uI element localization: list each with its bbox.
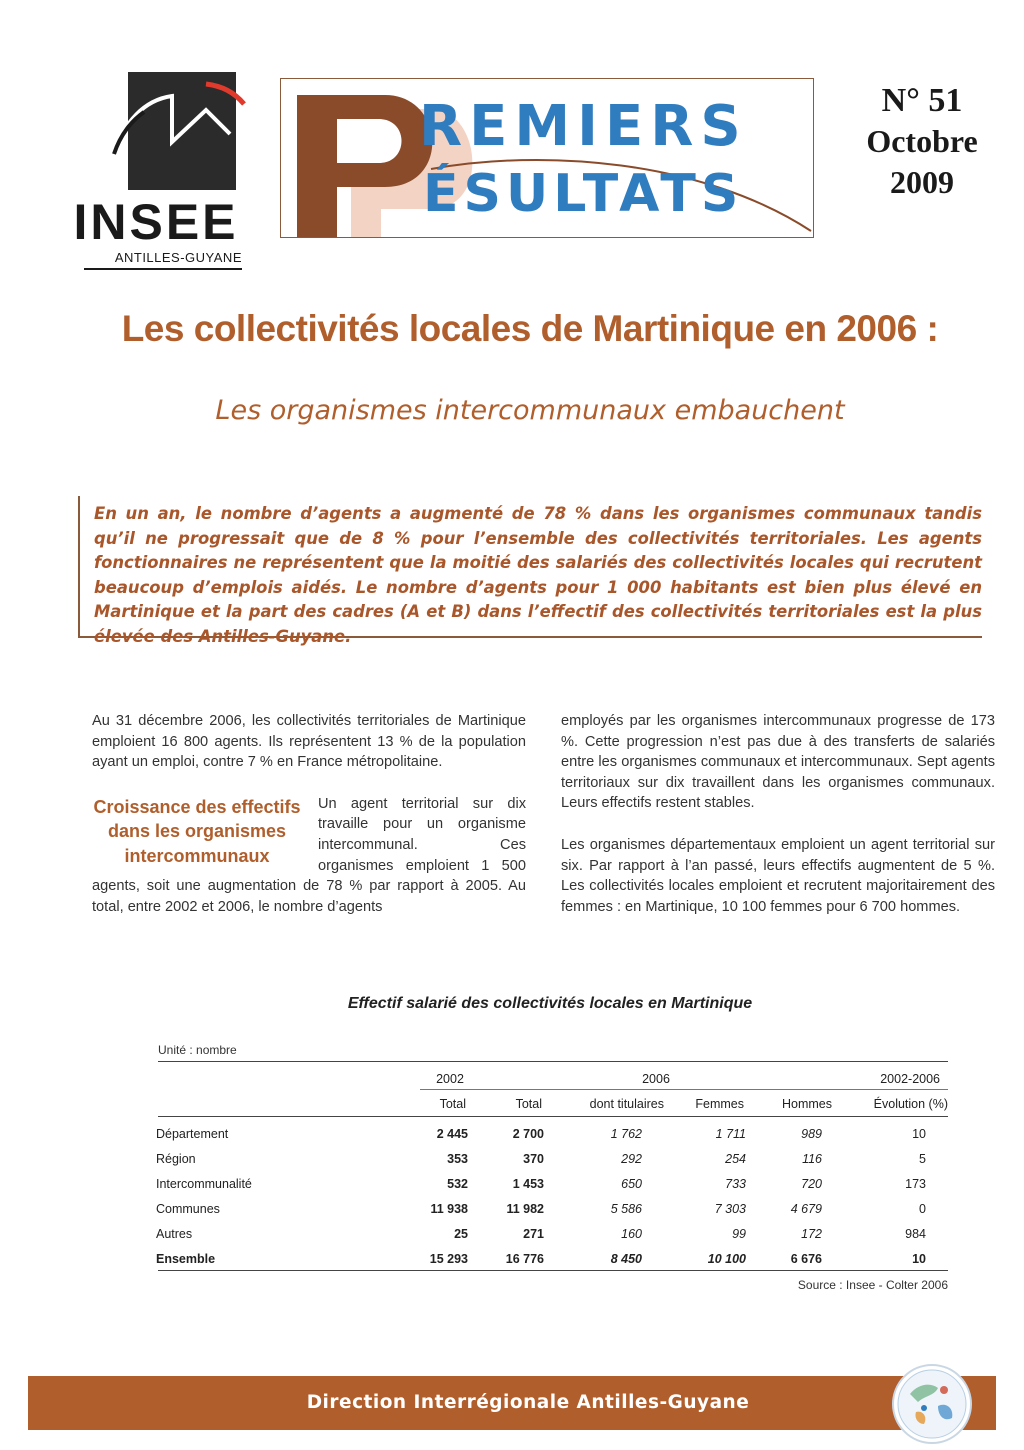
group-header-2002: 2002 (436, 1072, 464, 1086)
row-label: Région (156, 1152, 196, 1166)
table-cell: 7 303 (714, 1202, 746, 1216)
table-cell: 5 (919, 1152, 926, 1166)
row-label: Intercommunalité (156, 1177, 252, 1191)
table-cell: 11 982 (506, 1202, 544, 1216)
table-cell: 10 100 (707, 1252, 746, 1266)
table-title: Effectif salarié des collectivités locales en Martinique (347, 995, 753, 1012)
table-cell: 116 (802, 1152, 822, 1166)
body-paragraph-2: Un agent territorial sur dix travaille pour un organisme intercommunal. Ces organismes emploient 1 500 agents, soit une augmentation de 78 % par rapport à 2005. Au total, entre 2002 et 2006, le nombre d’agents (92, 795, 526, 915)
row-label: Autres (156, 1227, 193, 1241)
footer-text: Direction Interrégionale Antilles-Guyane (306, 1392, 750, 1413)
table-cell: 532 (447, 1177, 468, 1191)
group-header-evolution: 2002-2006 (880, 1072, 940, 1086)
col-header-titulaires: dont titulaires (589, 1097, 664, 1111)
logo-divider (84, 268, 242, 270)
section-heading: Croissance des effectifs dans les organismes intercommunaux (93, 796, 301, 866)
table-cell: 2 700 (512, 1127, 544, 1141)
body-paragraph-3: employés par les organismes intercommunaux progresse de 173 %. Cette progression n’est pas due à des transferts de salariés entre les organismes communaux et intercommunaux. Sept agents territoriaux sur dix travaillent dans les organismes communaux. Leurs effectifs restent stables. (561, 713, 995, 812)
issue-number: N° 51 (881, 82, 963, 119)
table-cell: 11 938 (430, 1202, 468, 1216)
table-cell: 984 (905, 1227, 926, 1241)
table-cell: 16 776 (505, 1252, 544, 1266)
row-label: Département (156, 1127, 229, 1141)
table-cell: 1 711 (715, 1127, 746, 1141)
table-cell: 650 (621, 1177, 642, 1191)
table-cell: 2 445 (436, 1127, 468, 1141)
table-rule-header (158, 1116, 948, 1117)
table-cell: 1 762 (610, 1127, 642, 1141)
logo-region: ANTILLES-GUYANE (114, 250, 242, 265)
table-cell: 292 (621, 1152, 642, 1166)
body-column-left (92, 711, 526, 917)
body-paragraph-1: Au 31 décembre 2006, les collectivités territoriales de Martinique emploient 16 800 agents. Ils représentent 13 % de la population ayant un emploi, contre 7 % en France métropolitaine. (92, 713, 526, 771)
table-cell: 5 586 (610, 1202, 642, 1216)
abstract-box (78, 496, 982, 646)
table-cell: 173 (905, 1177, 926, 1191)
group-header-2006: 2006 (642, 1072, 670, 1086)
body-paragraph-4: Les organismes départementaux emploient un agent territorial sur six. Par rapport à l’an passé, leurs effectifs augmentent de 5 %. Les collectivités locales emploient et recrutent majoritairement des femmes : en Martinique, 10 100 femmes pour 6 700 hommes. (561, 836, 995, 915)
issue-info (852, 80, 992, 203)
table-rule-group (420, 1089, 948, 1090)
table-rule-top (158, 1061, 948, 1062)
body-column-right (561, 711, 995, 917)
table-cell: 172 (801, 1227, 822, 1241)
footer-banner (28, 1376, 996, 1430)
logo-mark-icon (110, 70, 250, 194)
row-label-total: Ensemble (156, 1252, 216, 1266)
table-cell: 6 676 (790, 1252, 822, 1266)
issue-year: 2009 (890, 164, 954, 200)
masthead-banner (280, 78, 814, 238)
insee-logo (70, 70, 242, 275)
page-title: Les collectivités locales de Martinique en 2006 : (121, 308, 939, 349)
table-cell: 370 (523, 1152, 544, 1166)
col-header-femmes: Femmes (695, 1097, 744, 1111)
logo-word: INSEE (73, 194, 239, 250)
masthead-premiers: REMIERS (419, 94, 748, 159)
table-unit: Unité : nombre (158, 1043, 237, 1057)
col-header-hommes: Hommes (781, 1097, 832, 1111)
table-cell: 4 679 (790, 1202, 822, 1216)
table-cell: 10 (912, 1252, 926, 1266)
globe-icon (892, 1364, 972, 1444)
table-rule-bottom (158, 1270, 948, 1271)
row-label: Communes (156, 1202, 220, 1216)
table-cell: 160 (621, 1227, 642, 1241)
page-subtitle: Les organismes intercommunaux embauchent (215, 395, 845, 426)
table-cell: 8 450 (610, 1252, 642, 1266)
table-cell: 989 (801, 1127, 822, 1141)
col-header-evolution: Évolution (%) (873, 1097, 948, 1111)
table-cell: 353 (447, 1152, 468, 1166)
table-source: Source : Insee - Colter 2006 (797, 1278, 948, 1292)
issue-month: Octobre (866, 123, 978, 159)
col-header-total-2002: Total (439, 1097, 466, 1111)
abstract-text: En un an, le nombre d’agents a augmenté de 78 % dans les organismes communaux tandis qu’il ne progressait que de 8 % pour l’ensemble des collectivités territoriales. Les agents fonctionnaires ne représentent que la moitié des salariés des collectivités locales qui recrutent beaucoup d’emplois aidés. Le nombre d’agents pour 1 000 habitants est bien plus élevé en Martinique et la part des cadres (A et B) dans l’effectif des collectivités territoriales est la plus élevée des Antilles-Guyane. (94, 504, 982, 646)
table-cell: 1 453 (512, 1177, 544, 1191)
table-cell: 271 (523, 1227, 544, 1241)
table-cell: 0 (919, 1202, 926, 1216)
table-cell: 733 (725, 1177, 746, 1191)
table-cell: 720 (801, 1177, 822, 1191)
table-cell: 15 293 (429, 1252, 468, 1266)
table-cell: 254 (725, 1152, 746, 1166)
col-header-total-2006: Total (515, 1097, 542, 1111)
table-cell: 99 (732, 1227, 746, 1241)
table-cell: 25 (454, 1227, 468, 1241)
masthead-resultats: ÉSULTATS (423, 164, 744, 224)
table-cell: 10 (912, 1127, 926, 1141)
